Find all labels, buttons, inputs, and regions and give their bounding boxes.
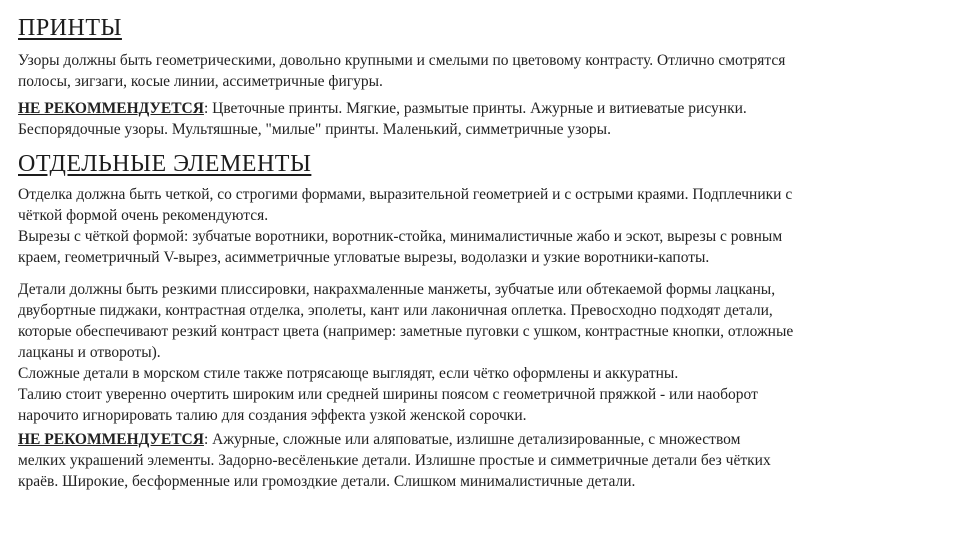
text-line: двубортные пиджаки, контрастная отделка, эполеты, кант или лаконичная оплетка. Превосходно подходят детали, bbox=[18, 302, 773, 319]
not-recommended-label: НЕ РЕКОММЕНДУЕТСЯ bbox=[18, 100, 204, 117]
text-line: мелких украшений элементы. Задорно-весёленькие детали. Излишне простые и симметричные детали без чётких bbox=[18, 452, 771, 469]
text-line bbox=[18, 98, 948, 119]
text-line: Узоры должны быть геометрическими, довольно крупными и смелыми по цветовому контрасту. Отлично смотрятся bbox=[18, 52, 786, 69]
elements-not-recommended bbox=[18, 429, 948, 492]
text-line: Сложные детали в морском стиле также потрясающе выглядят, если чётко оформлены и аккуратны. bbox=[18, 365, 679, 382]
text-line: Вырезы с чёткой формой: зубчатые воротники, воротник-стойка, минималистичные жабо и эскот, вырезы с ровным bbox=[18, 228, 783, 245]
text-line: полосы, зигзаги, косые линии, ассиметричные фигуры. bbox=[18, 73, 383, 90]
text-line: краёв. Широкие, бесформенные или громоздкие детали. Слишком минималистичные детали. bbox=[18, 473, 636, 490]
text-line: чёткой формой очень рекомендуются. bbox=[18, 207, 269, 224]
prints-not-recommended bbox=[18, 98, 948, 140]
text-line bbox=[18, 429, 948, 450]
text-line: Талию стоит уверенно очертить широким или средней ширины поясом с геометричной пряжкой - или наоборот bbox=[18, 386, 758, 403]
not-recommended-text: : Цветочные принты. Мягкие, размытые принты. Ажурные и витиеватые рисунки. bbox=[203, 100, 747, 117]
not-recommended-label: НЕ РЕКОММЕНДУЕТСЯ bbox=[18, 431, 204, 448]
text-line: краем, геометричный V-вырез, асимметричные угловатые вырезы, водолазки и узкие воротники-капоты. bbox=[18, 249, 710, 266]
not-recommended-text: : Ажурные, сложные или аляповатые, излишне детализированные, с множеством bbox=[203, 431, 741, 448]
prints-heading: ПРИНТЫ bbox=[18, 15, 122, 41]
text-line: Отделка должна быть четкой, со строгими формами, выразительной геометрией и с острыми краями. Подплечники с bbox=[18, 186, 793, 203]
text-line: Детали должны быть резкими плиссировки, накрахмаленные манжеты, зубчатые или обтекаемой формы лацканы, bbox=[18, 281, 776, 298]
text-line: нарочито игнорировать талию для создания эффекта узкой женской сорочки. bbox=[18, 407, 527, 424]
text-line: которые обеспечивают резкий контраст цвета (например: заметные пуговки с ушком, контрастные кнопки, отложные bbox=[18, 323, 794, 340]
text-line: лацканы и отвороты). bbox=[18, 344, 161, 361]
elements-heading: ОТДЕЛЬНЫЕ ЭЛЕМЕНТЫ bbox=[18, 151, 312, 177]
elements-details bbox=[18, 279, 948, 426]
prints-description bbox=[18, 50, 948, 92]
elements-description bbox=[18, 184, 948, 268]
text-line: Беспорядочные узоры. Мультяшные, "милые" принты. Маленький, симметричные узоры. bbox=[18, 121, 611, 138]
